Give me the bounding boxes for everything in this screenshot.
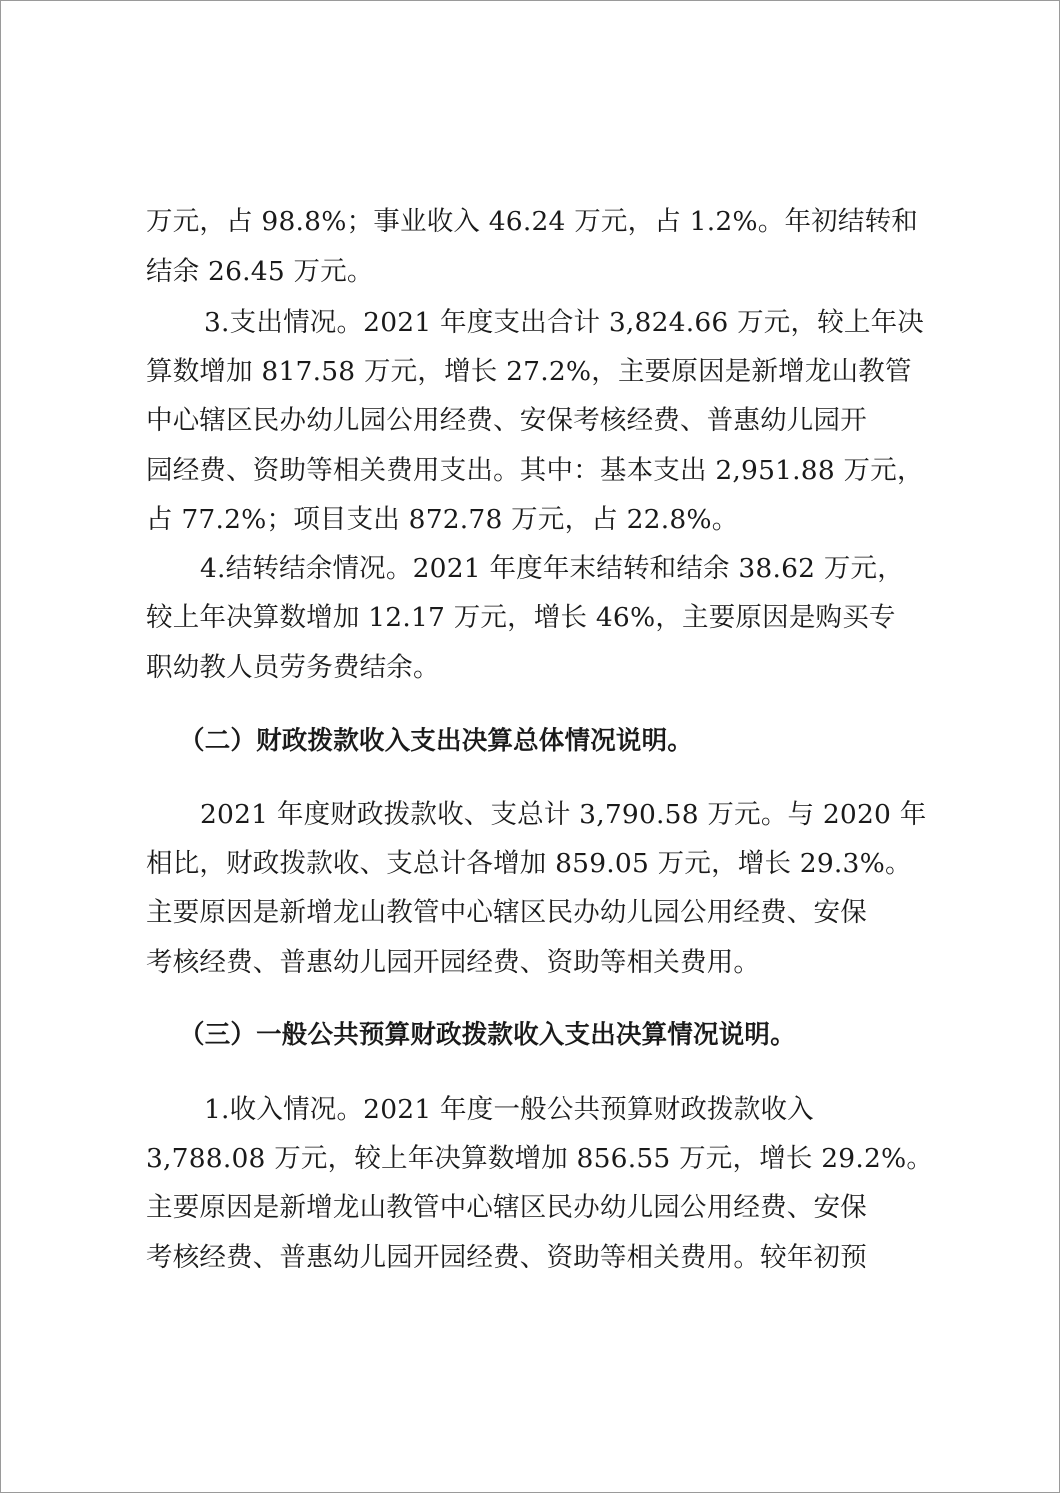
paragraph-line: 结余 26.45 万元。 xyxy=(146,256,374,287)
paragraph-line: 园经费、资助等相关费用支出。其中：基本支出 2,951.88 万元， xyxy=(146,455,924,486)
paragraph-line: 较上年决算数增加 12.17 万元，增长 46%，主要原因是购买专 xyxy=(146,602,896,633)
paragraph-line: 3.支出情况。2021 年度支出合计 3,824.66 万元，较上年决 xyxy=(204,307,925,338)
section-heading: （二）财政拨款收入支出决算总体情况说明。 xyxy=(179,726,694,756)
paragraph-line: 3,788.08 万元，较上年决算数增加 856.55 万元，增长 29.2%。 xyxy=(146,1143,934,1174)
paragraph-line: 主要原因是新增龙山教管中心辖区民办幼儿园公用经费、安保 xyxy=(146,897,867,928)
paragraph-line: 相比，财政拨款收、支总计各增加 859.05 万元，增长 29.3%。 xyxy=(146,848,912,879)
paragraph-line: 占 77.2%；项目支出 872.78 万元，占 22.8%。 xyxy=(146,504,739,535)
paragraph-line: 万元，占 98.8%；事业收入 46.24 万元，占 1.2%。年初结转和 xyxy=(146,206,918,237)
section-heading: （三）一般公共预算财政拨款收入支出决算情况说明。 xyxy=(179,1020,796,1050)
paragraph-line: 考核经费、普惠幼儿园开园经费、资助等相关费用。较年初预 xyxy=(146,1242,867,1273)
paragraph-line: 2021 年度财政拨款收、支总计 3,790.58 万元。与 2020 年 xyxy=(200,799,927,830)
paragraph-line: 4.结转结余情况。2021 年度年末结转和结余 38.62 万元， xyxy=(200,553,904,584)
paragraph-line: 考核经费、普惠幼儿园开园经费、资助等相关费用。 xyxy=(146,947,761,978)
paragraph-line: 算数增加 817.58 万元，增长 27.2%，主要原因是新增龙山教管 xyxy=(146,356,912,387)
paragraph-line: 1.收入情况。2021 年度一般公共预算财政拨款收入 xyxy=(204,1094,814,1125)
paragraph-line: 职幼教人员劳务费结余。 xyxy=(146,652,440,683)
paragraph-line: 中心辖区民办幼儿园公用经费、安保考核经费、普惠幼儿园开 xyxy=(146,405,867,436)
paragraph-line: 主要原因是新增龙山教管中心辖区民办幼儿园公用经费、安保 xyxy=(146,1192,867,1223)
